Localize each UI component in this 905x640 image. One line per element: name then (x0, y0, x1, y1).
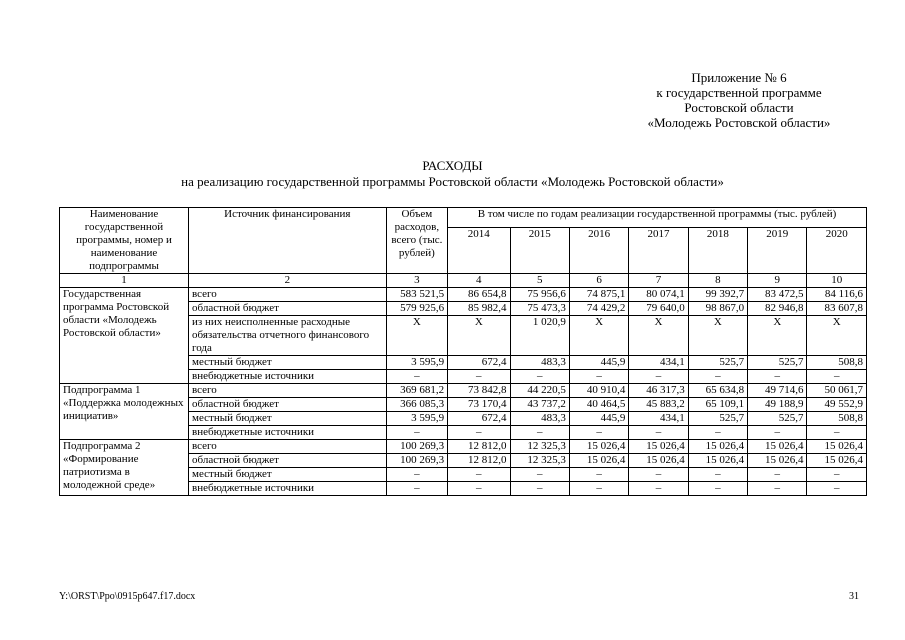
value-cell: 80 074,1 (629, 288, 688, 302)
value-cell: 65 109,1 (688, 398, 747, 412)
value-cell: 100 269,3 (386, 440, 447, 454)
funding-source: областной бюджет (189, 454, 387, 468)
appendix-line-2: к государственной программе (656, 85, 822, 100)
value-cell: Х (569, 316, 628, 356)
value-cell: 73 170,4 (448, 398, 510, 412)
column-number: 7 (629, 274, 688, 288)
value-cell: 50 061,7 (807, 384, 867, 398)
value-cell: 79 640,0 (629, 302, 688, 316)
expenses-table (59, 207, 867, 496)
value-cell: 525,7 (688, 356, 747, 370)
header-year-2018: 2018 (688, 228, 747, 274)
value-cell: 49 714,6 (748, 384, 807, 398)
value-cell: 74 429,2 (569, 302, 628, 316)
value-cell: 100 269,3 (386, 454, 447, 468)
value-cell: 672,4 (448, 356, 510, 370)
value-cell: 583 521,5 (386, 288, 447, 302)
value-cell: 83 472,5 (748, 288, 807, 302)
value-cell: – (448, 426, 510, 440)
value-cell: 44 220,5 (510, 384, 569, 398)
value-cell: – (569, 370, 628, 384)
value-cell: 46 317,3 (629, 384, 688, 398)
value-cell: – (569, 426, 628, 440)
program-name: Подпрограмма 1 «Поддержка молодежных инициатив» (60, 384, 189, 440)
value-cell: – (748, 482, 807, 496)
funding-source: областной бюджет (189, 302, 387, 316)
funding-source: областной бюджет (189, 398, 387, 412)
value-cell: – (748, 370, 807, 384)
value-cell: 15 026,4 (807, 440, 867, 454)
header-year-2019: 2019 (748, 228, 807, 274)
value-cell: – (510, 426, 569, 440)
funding-source: местный бюджет (189, 468, 387, 482)
value-cell: – (448, 370, 510, 384)
funding-source: внебюджетные источники (189, 370, 387, 384)
funding-source: всего (189, 288, 387, 302)
value-cell: – (629, 468, 688, 482)
column-number: 10 (807, 274, 867, 288)
value-cell: 15 026,4 (629, 454, 688, 468)
value-cell: 15 026,4 (748, 440, 807, 454)
value-cell: 434,1 (629, 356, 688, 370)
value-cell: 525,7 (688, 412, 747, 426)
column-number: 1 (60, 274, 189, 288)
value-cell: Х (386, 316, 447, 356)
appendix-line-4: «Молодежь Ростовской области» (647, 115, 831, 130)
header-year-2015: 2015 (510, 228, 569, 274)
value-cell: 366 085,3 (386, 398, 447, 412)
value-cell: Х (748, 316, 807, 356)
value-cell: 525,7 (748, 412, 807, 426)
value-cell: Х (448, 316, 510, 356)
column-number: 8 (688, 274, 747, 288)
value-cell: – (629, 370, 688, 384)
value-cell: – (807, 370, 867, 384)
value-cell: – (510, 468, 569, 482)
value-cell: 3 595,9 (386, 412, 447, 426)
value-cell: 49 552,9 (807, 398, 867, 412)
value-cell: 15 026,4 (569, 454, 628, 468)
value-cell: 75 956,6 (510, 288, 569, 302)
value-cell: – (807, 426, 867, 440)
value-cell: 672,4 (448, 412, 510, 426)
value-cell: 525,7 (748, 356, 807, 370)
value-cell: 86 654,8 (448, 288, 510, 302)
value-cell: 83 607,8 (807, 302, 867, 316)
header-source: Источник финансирования (189, 208, 387, 274)
value-cell: 85 982,4 (448, 302, 510, 316)
value-cell: – (807, 468, 867, 482)
title-line-2: на реализацию государственной программы Ростовской области «Молодежь Ростовской области» (181, 174, 724, 189)
value-cell: 434,1 (629, 412, 688, 426)
value-cell: 12 325,3 (510, 454, 569, 468)
table-row (60, 440, 867, 454)
title-line-1: РАСХОДЫ (422, 158, 483, 173)
value-cell: – (629, 482, 688, 496)
value-cell: – (569, 468, 628, 482)
value-cell: 445,9 (569, 356, 628, 370)
value-cell: – (386, 426, 447, 440)
value-cell: – (748, 426, 807, 440)
value-cell: 483,3 (510, 356, 569, 370)
value-cell: – (448, 482, 510, 496)
value-cell: 49 188,9 (748, 398, 807, 412)
value-cell: 508,8 (807, 356, 867, 370)
value-cell: 3 595,9 (386, 356, 447, 370)
header-row-1 (60, 208, 867, 228)
appendix-block (619, 70, 859, 130)
value-cell: – (688, 468, 747, 482)
value-cell: – (688, 482, 747, 496)
value-cell: – (386, 468, 447, 482)
footer-file-path: Y:\ORST\Ppo\0915p647.f17.docx (59, 591, 196, 602)
header-year-2017: 2017 (629, 228, 688, 274)
funding-source: из них неисполненные расходные обязательства отчетного финансового года (189, 316, 387, 356)
value-cell: – (688, 370, 747, 384)
header-year-2020: 2020 (807, 228, 867, 274)
value-cell: – (807, 482, 867, 496)
value-cell: 65 634,8 (688, 384, 747, 398)
value-cell: 15 026,4 (688, 440, 747, 454)
document-title (0, 158, 905, 190)
table-body (60, 288, 867, 496)
funding-source: всего (189, 384, 387, 398)
value-cell: 12 812,0 (448, 454, 510, 468)
value-cell: 84 116,6 (807, 288, 867, 302)
funding-source: местный бюджет (189, 412, 387, 426)
table-row (60, 384, 867, 398)
column-number: 2 (189, 274, 387, 288)
header-total: Объем расходов, всего (тыс. рублей) (386, 208, 447, 274)
value-cell: 73 842,8 (448, 384, 510, 398)
column-number: 3 (386, 274, 447, 288)
header-year-2014: 2014 (448, 228, 510, 274)
program-name: Государственная программа Ростовской области «Молодежь Ростовской области» (60, 288, 189, 384)
value-cell: Х (688, 316, 747, 356)
value-cell: 12 325,3 (510, 440, 569, 454)
value-cell: 15 026,4 (807, 454, 867, 468)
value-cell: 45 883,2 (629, 398, 688, 412)
table-row (60, 288, 867, 302)
column-number: 6 (569, 274, 628, 288)
value-cell: 15 026,4 (748, 454, 807, 468)
value-cell: – (510, 370, 569, 384)
column-number: 9 (748, 274, 807, 288)
value-cell: – (569, 482, 628, 496)
value-cell: Х (807, 316, 867, 356)
value-cell: – (386, 482, 447, 496)
value-cell: 15 026,4 (569, 440, 628, 454)
column-number: 5 (510, 274, 569, 288)
value-cell: 1 020,9 (510, 316, 569, 356)
funding-source: всего (189, 440, 387, 454)
value-cell: – (688, 426, 747, 440)
appendix-line-1: Приложение № 6 (691, 70, 787, 85)
value-cell: 508,8 (807, 412, 867, 426)
value-cell: 40 464,5 (569, 398, 628, 412)
value-cell: – (748, 468, 807, 482)
value-cell: 445,9 (569, 412, 628, 426)
value-cell: 40 910,4 (569, 384, 628, 398)
value-cell: 579 925,6 (386, 302, 447, 316)
header-name: Наименование государственной программы, номер и наименование подпрограммы (60, 208, 189, 274)
value-cell: – (386, 370, 447, 384)
value-cell: 75 473,3 (510, 302, 569, 316)
value-cell: 12 812,0 (448, 440, 510, 454)
value-cell: Х (629, 316, 688, 356)
value-cell: 43 737,2 (510, 398, 569, 412)
program-name: Подпрограмма 2 «Формирование патриотизма в молодежной среде» (60, 440, 189, 496)
funding-source: внебюджетные источники (189, 482, 387, 496)
value-cell: 15 026,4 (688, 454, 747, 468)
value-cell: – (510, 482, 569, 496)
header-year-2016: 2016 (569, 228, 628, 274)
value-cell: 483,3 (510, 412, 569, 426)
value-cell: 99 392,7 (688, 288, 747, 302)
value-cell: 15 026,4 (629, 440, 688, 454)
appendix-line-3: Ростовской области (684, 100, 794, 115)
value-cell: – (629, 426, 688, 440)
value-cell: – (448, 468, 510, 482)
header-numbers-row (60, 274, 867, 288)
footer-page-number: 31 (849, 591, 859, 602)
funding-source: местный бюджет (189, 356, 387, 370)
value-cell: 74 875,1 (569, 288, 628, 302)
header-years-group: В том числе по годам реализации государственной программы (тыс. рублей) (448, 208, 867, 228)
value-cell: 369 681,2 (386, 384, 447, 398)
funding-source: внебюджетные источники (189, 426, 387, 440)
value-cell: 98 867,0 (688, 302, 747, 316)
column-number: 4 (448, 274, 510, 288)
value-cell: 82 946,8 (748, 302, 807, 316)
